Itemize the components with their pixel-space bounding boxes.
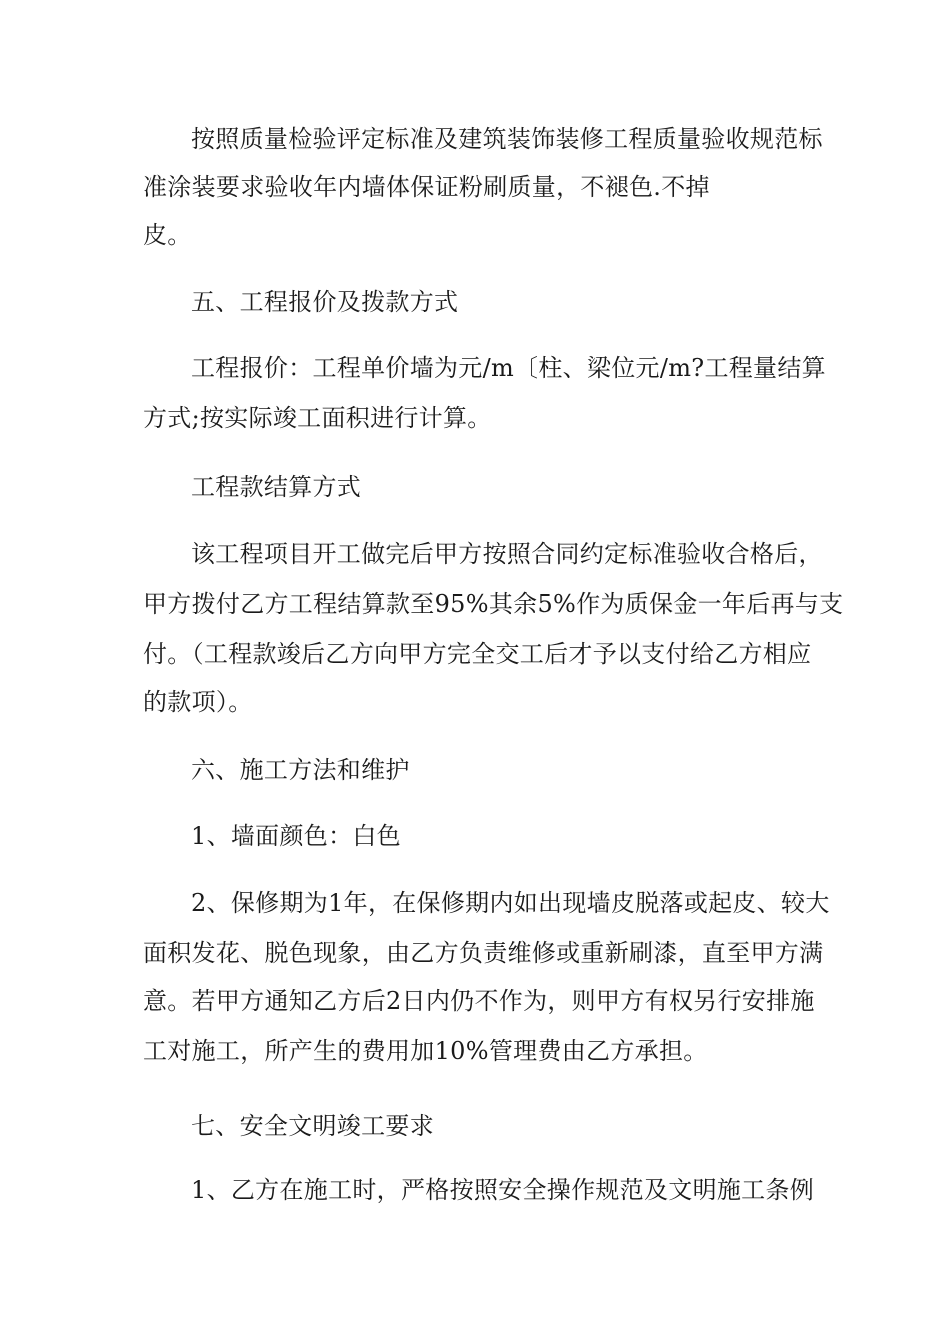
paragraph-line: 2、保修期为1年，在保修期内如出现墙皮脱落或起皮、较大 bbox=[191, 889, 830, 917]
subheading: 工程款结算方式 bbox=[191, 473, 362, 501]
paragraph-line: 工对施工，所产生的费用加10%管理费由乙方承担。 bbox=[143, 1037, 708, 1065]
section-heading: 五、工程报价及拨款方式 bbox=[191, 288, 459, 316]
paragraph-line: 1、墙面颜色：白色 bbox=[191, 822, 401, 850]
paragraph-line: 的款项）。 bbox=[143, 688, 253, 716]
section-heading: 六、施工方法和维护 bbox=[191, 756, 410, 784]
paragraph-line: 方式;按实际竣工面积进行计算。 bbox=[143, 404, 492, 432]
paragraph-line: 工程报价：工程单价墙为元/m〔柱、梁位元/m?工程量结算 bbox=[191, 354, 826, 382]
paragraph-line: 该工程项目开工做完后甲方按照合同约定标准验收合格后， bbox=[191, 540, 823, 568]
paragraph-line: 甲方拨付乙方工程结算款至95%其余5%作为质保金一年后再与支 bbox=[143, 590, 844, 618]
paragraph-line: 皮。 bbox=[143, 221, 192, 249]
paragraph-line: 按照质量检验评定标准及建筑装饰装修工程质量验收规范标 bbox=[191, 125, 823, 153]
paragraph-line: 意。若甲方通知乙方后2日内仍不作为，则甲方有权另行安排施 bbox=[143, 987, 815, 1015]
paragraph-line: 准涂装要求验收年内墙体保证粉刷质量，不褪色.不掉 bbox=[143, 173, 710, 201]
section-heading: 七、安全文明竣工要求 bbox=[191, 1112, 434, 1140]
paragraph-line: 面积发花、脱色现象，由乙方负责维修或重新刷漆，直至甲方满 bbox=[143, 939, 824, 967]
paragraph-line: 付。（工程款竣后乙方向甲方完全交工后才予以支付给乙方相应 bbox=[143, 640, 812, 668]
paragraph-line: 1、乙方在施工时，严格按照安全操作规范及文明施工条例 bbox=[191, 1176, 815, 1204]
